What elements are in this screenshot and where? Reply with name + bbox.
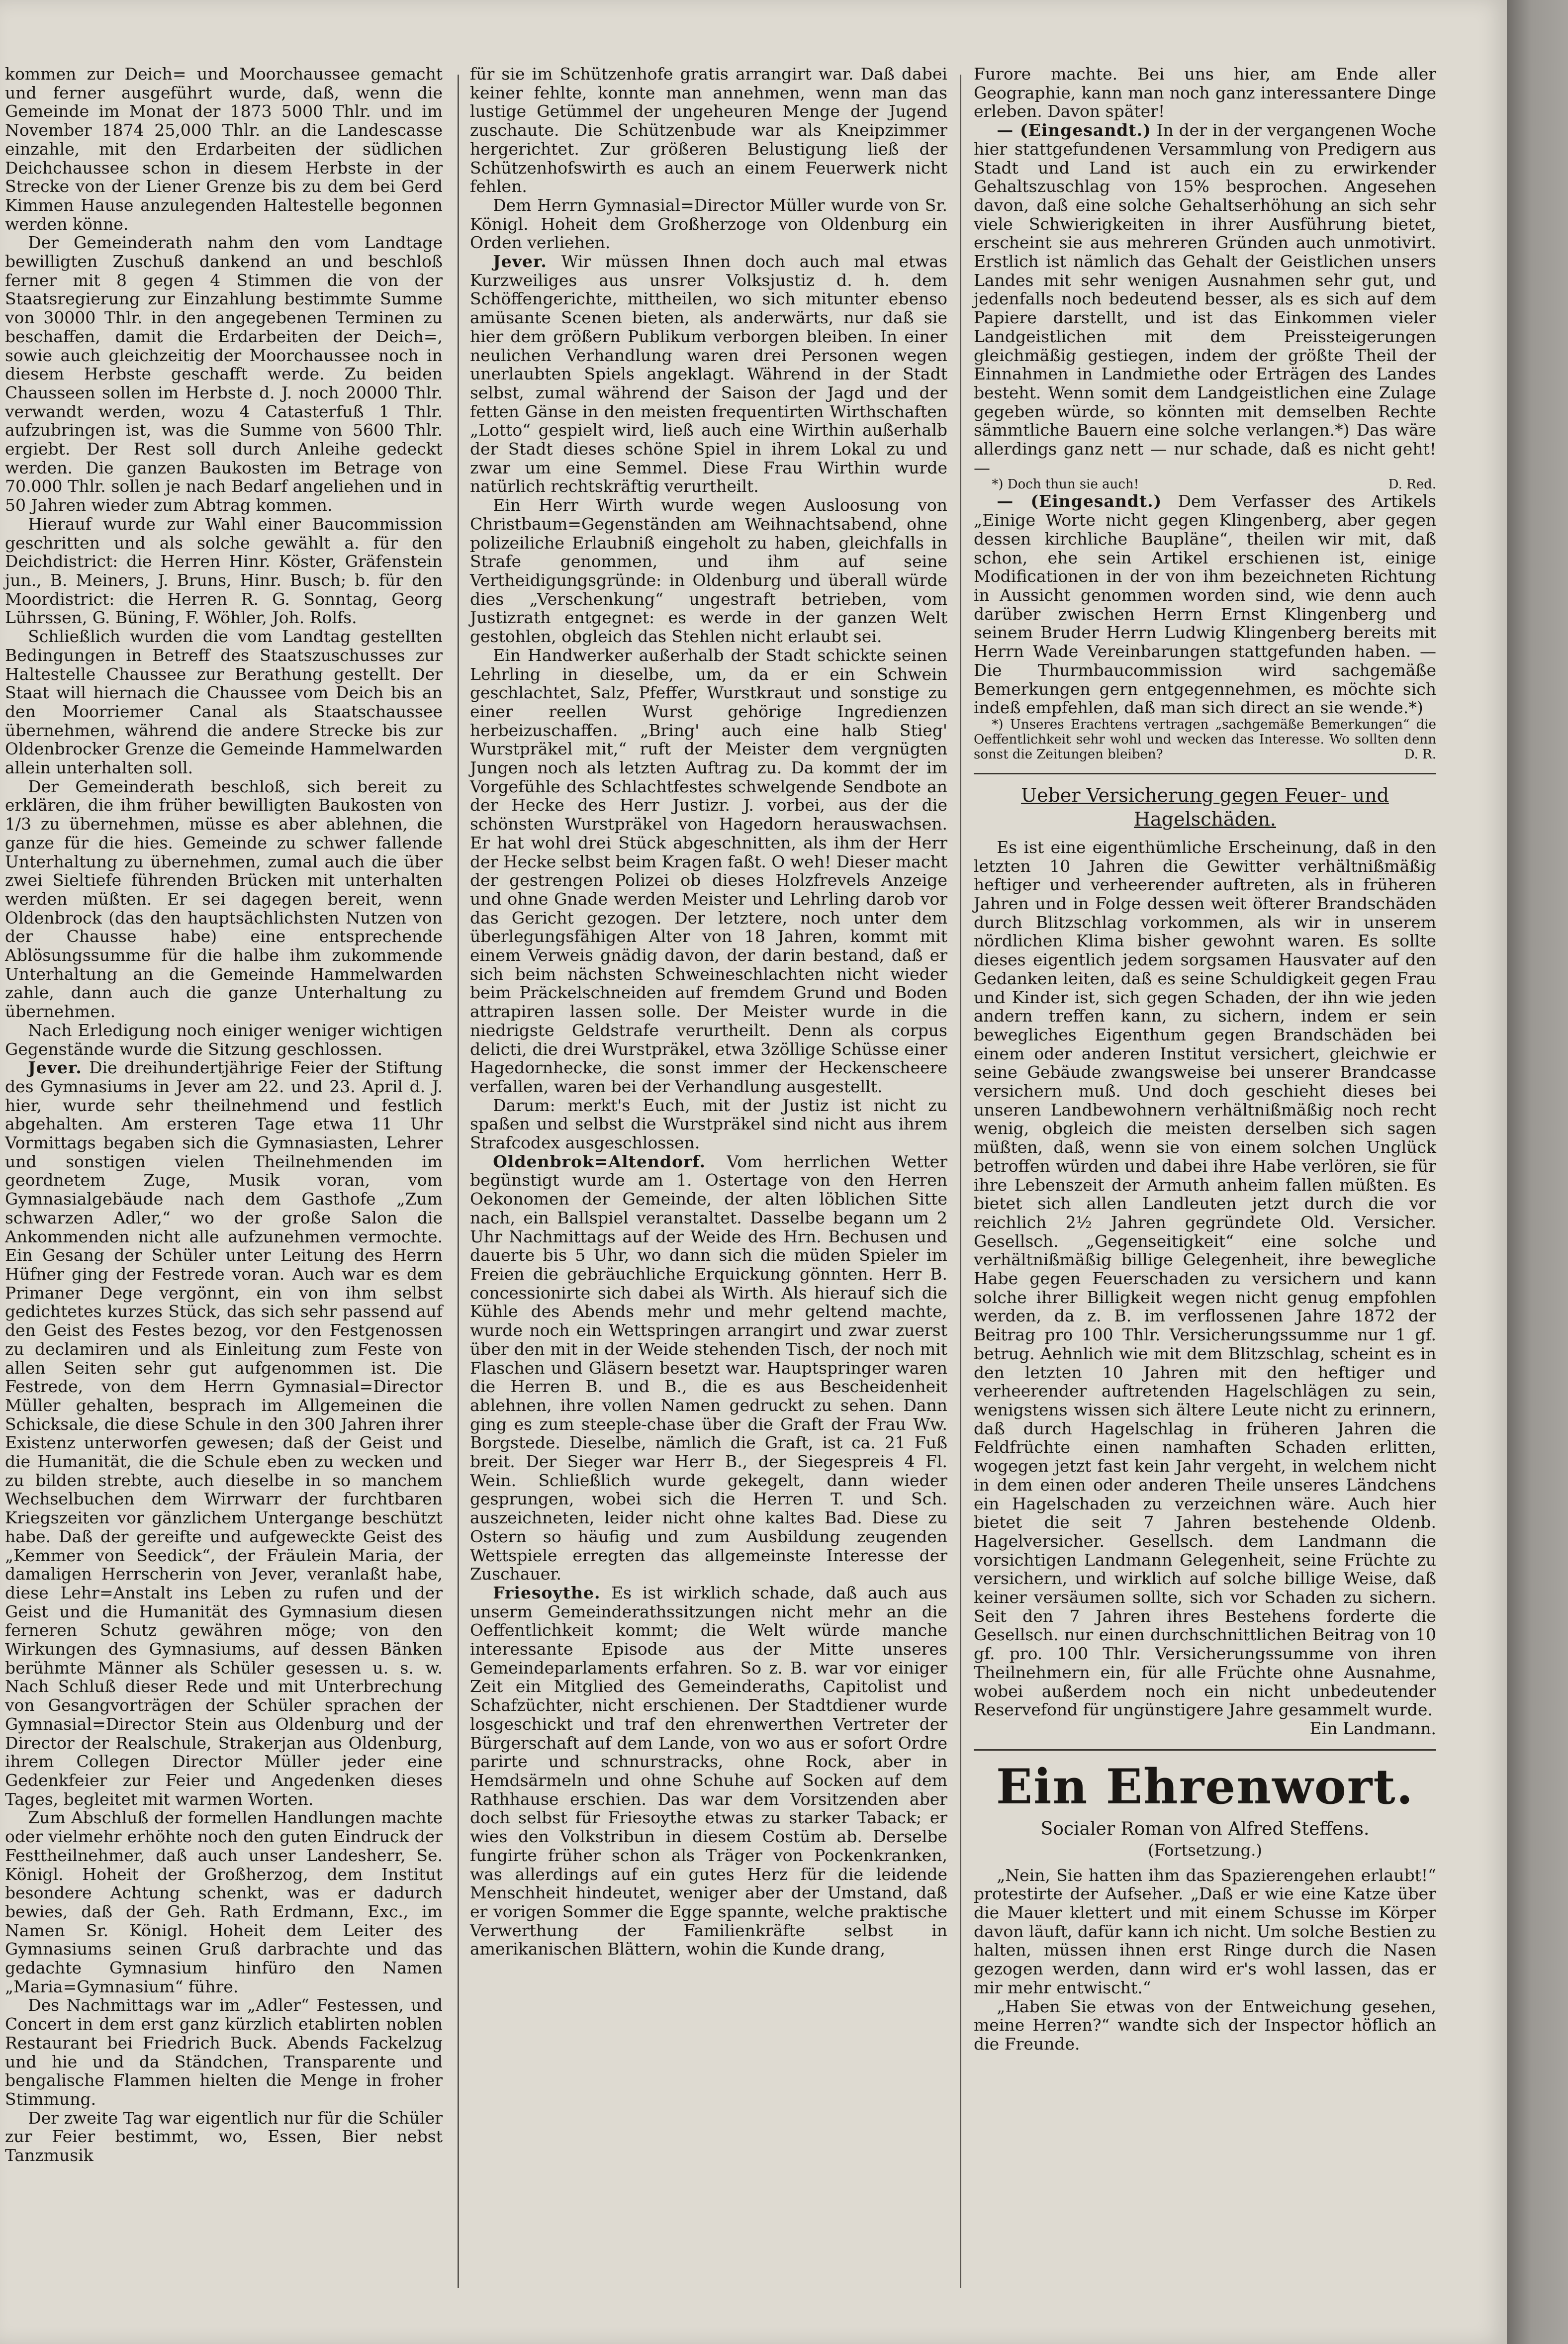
footnote-signature: D. R. (1404, 747, 1436, 762)
paragraph: für sie im Schützenhofe gratis arrangirt war. Daß dabei keiner fehlte, konnte man annehmen, wenn man das lustige Getümmel der ungeheuren Menge der Jugend zuschaute. Die Schützenbude war als Kneipzimmer hergerichtet. Zur größeren Belustigung ließ der Schützenhofswirth es auch an einem Feuerwerk nicht fehlen. (470, 64, 947, 196)
news-item-jever (470, 252, 947, 496)
paragraph: Es ist eine eigenthümliche Erscheinung, daß in den letzten 10 Jahren die Gewitter verhältnißmäßig heftiger und verheerender auftreten, als in früheren Jahren und in Folge dessen weit öfterer Brandschäden durch Blitzschlag vorkommen, als wir in unserem nördlichen Klima bisher gewohnt waren. Es sollte dieses eigentlich jedem sorgsamen Hausvater auf den Gedanken leiten, daß es seine Schuldigkeit gegen Frau und Kinder ist, sich gegen Schaden, der ihn wie jeden andern treffen kann, zu sichern, indem er sein bewegliches Eigenthum gegen Brandschäden bei einem oder anderen Institut versichert, gleichwie er seine Gebäude zwangsweise bei unserer Brandcasse versichern muß. Und doch geschieht dieses bei unseren Landbewohnern verhältnißmäßig noch recht wenig, obgleich die meisten derselben sich sagen müßten, daß, wenn sie von einem solchen Unglück betroffen würden und dabei ihre Habe verlören, sie für ihre Lebenszeit der Armuth anheim fallen müßten. Es bietet sich allen Landleuten jetzt durch die vor reichlich 2½ Jahren gegründete Old. Versicher. Gesellsch. „Gegenseitigkeit“ eine solche und verhältnißmäßig billige Gelegenheit, ihre bewegliche Habe gegen Feuerschaden zu versichern und kann solche ihrer Billigkeit wegen nicht genug empfohlen werden, da z. B. im verflossenen Jahre 1872 der Beitrag pro 100 Thlr. Versicherungssumme nur 1 gf. betrug. Aehnlich wie mit dem Blitzschlag, scheint es in den letzten 10 Jahren mit den heftiger und verheerender auftretenden Hagelschlägen zu sein, wenigstens wissen sich ältere Leute nicht zu erinnern, daß durch Hagelschlag in früheren Jahren die Feldfrüchte einen namhaften Schaden erlitten, wogegen jetzt fast kein Jahr vergeht, in welchem nicht in dem einen oder anderen Theile unseres Ländchens ein Hagelschaden zu verzeichnen wäre. Auch hier bietet die seit 7 Jahren bestehende Oldenb. Hagelversicher. Gesellsch. dem Landmann die vorsichtigen Landmann Gelegenheit, seine Früchte zu versichern, und wirklich auf solche billige Weise, daß keiner versäumen sollte, sich vor Schaden zu sichern. Seit den 7 Jahren ihres Bestehens forderte die Gesellsch. nur einen durchschnittlichen Beitrag von 10 gf. pro. 100 Thlr. Versicherungssumme von ihren Theilnehmern ein, für alle Früchte ohne Ausnahme, wobei außerdem noch ein nicht unbedeutender Reservefond für ungünstigere Jahre gesammelt wurde. (974, 837, 1436, 1720)
paragraph-text: Dem Verfasser des Artikels „Einige Worte nicht gegen Klingenberg, aber gegen dessen kirchliche Baupläne“, theilen wir mit, daß schon, ehe sein Artikel erschienen ist, einige Modificationen in der von ihm bezeichneten Richtung in Aussicht genommen worden sind, wie denn auch darüber zwischen Herrn Ernst Klingenberg und seinem Bruder Herrn Ludwig Klingenberg bereits mit Herrn Wade Vereinbarungen stattgefunden haben. — Die Thurmbaucommission wird sachgemäße Bemerkungen gern entgegennehmen, es möchte sich indeß empfehlen, daß man sich direct an sie wende.*) (974, 491, 1436, 718)
paragraph: Nach Erledigung noch einiger weniger wichtigen Gegenstände wurde die Sitzung geschlossen. (5, 1020, 443, 1059)
place-heading: Jever. (28, 1058, 82, 1078)
paragraph-text: Wir müssen Ihnen doch auch mal etwas Kurzweiliges aus unsrer Volksjustiz d. h. dem Schöffengerichte, mittheilen, wo sich mitunter ebenso amüsante Scenen bieten, als anderwärts, nur daß sie hier dem größern Publikum verborgen bleiben. In einer neulichen Verhandlung waren drei Personen wegen unerlaubten Spiels angeklagt. Während in der Stadt selbst, zumal während der Saison der Jagd und der fetten Gänse in den meisten frequentirten Wirthschaften „Lotto“ gespielt wird, ließ auch eine Wirthin außerhalb der Stadt dieses schöne Spiel in ihrem Lokal zu und zwar um eine Semmel. Diese Frau Wirthin wurde natürlich rechtskräftig verurtheilt. (470, 252, 947, 496)
column-2 (470, 65, 947, 1959)
paragraph: Darum: merkt's Euch, mit der Justiz ist nicht zu spaßen und selbst die Wurstpräkel sind nicht aus ihrem Strafcodex ausgeschlossen. (470, 1095, 947, 1153)
news-item-jever (5, 1058, 443, 1808)
paragraph-text: Die dreihundertjährige Feier der Stiftung des Gymnasiums in Jever am 22. und 23. April d. J. hier, wurde sehr theilnehmend und festlich abgehalten. Am ersteren Tage etwa 11 Uhr Vormittags begaben sich die Gymnasiasten, Lehrer und sonstigen vielen Theilnehmenden im geordnetem Zuge, Musik voran, vom Gymnasialgebäude nach dem Gasthofe „Zum schwarzen Adler,“ wo der große Salon die Ankommenden nicht alle aufzunehmen vermochte. Ein Gesang der Schüler unter Leitung des Herrn Hüfner ging der Festrede voran. Auch war es dem Primaner Dege vergönnt, ein von ihm selbst gedichtetes kurzes Stück, das sich sehr passend auf den Geist des Festes bezog, vor den Festgenossen zu declamiren und als Einleitung zum Feste von allen Seiten sehr gut aufgenommen ist. Die Festrede, von dem Herrn Gymnasial=Director Müller gehalten, besprach im Allgemeinen die Schicksale, die diese Schule in den 300 Jahren ihrer Existenz unterworfen gewesen; daß der Geist und die Humanität, die die Schule eben zu wecken und zu bilden strebte, auch dieselbe in so manchem Wechselbuchen dem Wirrwarr der furchtbaren Kriegszeiten vor gänzlichem Untergange beschützt habe. Daß der gereifte und aufgeweckte Geist des „Kemmer von Seedick“, der Fräulein Maria, der damaligen Herrscherin von Jever, veranlaßt habe, diese Lehr=Anstalt ins Leben zu rufen und der Geist und die Humanität des Gymnasium diesen ferneren Schutz gewähren möge; von den Wirkungen des Gymnasiums, auf dessen Bänken berühmte Männer als Schüler gesessen u. s. w. Nach Schluß dieser Rede und mit Unterbrechung von Gesangvorträgen der Schüler sprachen der Gymnasial=Director Stein aus Oldenburg und der Director der Realschule, Strakerjan aus Oldenburg, ihrem Collegen Director Müller jeder eine Gedenkfeier zur Feier und Angedenken dieses Tages, begleitet mit warmen Worten. (5, 1058, 443, 1809)
paragraph: Hierauf wurde zur Wahl einer Baucommission geschritten und als solche gewählt a. für den Deichdistrict: die Herren Hinr. Köster, Gräfenstein jun., B. Meiners, J. Bruns, Hinr. Busch; b. für den Moordistrict: die Herren R. G. Sonntag, Georg Lührssen, G. Büning, F. Wöhler, Joh. Rolfs. (5, 514, 443, 628)
news-item-oldenbrok (470, 1152, 947, 1584)
paragraph: Furore machte. Bei uns hier, am Ende aller Geographie, kann man noch ganz interessantere Dinge erleben. Davon später! (974, 64, 1436, 121)
section-title: Ueber Versicherung gegen Feuer- und Hagelschäden. (1021, 784, 1389, 830)
paragraph: „Nein, Sie hatten ihm das Spazierengehen erlaubt!“ protestirte der Aufseher. „Daß er wie eine Katze über die Mauer klettert und mit einem Schusse im Körper davon läuft, dafür kann ich nicht. Um solche Bestien zu halten, müssen ihnen erst Ringe durch die Nasen gezogen werden, dann wird er's wohl lassen, das er mir mehr entwischt.“ (974, 1865, 1436, 1997)
news-item-friesoythe (470, 1584, 947, 1959)
paragraph: Dem Herrn Gymnasial=Director Müller wurde von Sr. Königl. Hoheit dem Großherzoge von Oldenburg ein Orden verliehen. (470, 195, 947, 253)
footnote-signature: D. Red. (1388, 477, 1436, 492)
paragraph: Der Gemeinderath nahm den vom Landtage bewilligten Zuschuß dankend an und beschloß ferner mit 8 gegen 4 Stimmen die von der Staatsregierung zur Einzahlung bestimmte Summe von 30000 Thlr. in den angegebenen Terminen zu beschaffen, damit die Erdarbeiten der Deich=, sowie auch gleichzeitig der Moorchaussee noch in diesem Herbste geschafft werde. Zu beiden Chausseen sollen im Herbste d. J. noch 20000 Thlr. verwandt werden, wozu 4 Catasterfuß 1 Thlr. aufzubringen ist, was die Summe von 5600 Thlr. ergiebt. Der Rest soll durch Anleihe gedeckt werden. Die ganzen Baukosten im Betrage von 70.000 Thlr. sollen je nach Bedarf angeliehen und in 50 Jahren wieder zum Abtrag kommen. (5, 233, 443, 515)
place-heading: Jever. (493, 252, 547, 272)
paragraph: Ein Handwerker außerhalb der Stadt schickte seinen Lehrling in dieselbe, um, da er ein Schwein geschlachtet, Salz, Pfeffer, Wurstkraut und sonstige zu einer reellen Wurst gehörige Ingredienzen herbeizuschaffen. „Bring' auch eine halb Stieg' Wurstpräkel mit,“ ruft der Meister dem vergnügten Jungen noch als letzten Auftrag zu. Da kommt der im Vorgefühle des Schlachtfestes schwelgende Sendbote an der Hecke des Herr Justizr. J. vorbei, aus der die schönsten Wurstpräkel von Hagedorn herauswachsen. Er hat wohl drei Stück abgeschnitten, als ihm der Herr der Hecke selbst beim Kragen faßt. O weh! Dieser macht der gestrengen Polizei ob dieses Holzfrevels Anzeige und ohne Gnade werden Meister und Lehrling darob vor das Gericht gezogen. Der letztere, noch unter dem überlegungsfähigen Alter von 18 Jahren, kommt mit einem Verweis gnädig davon, der darin bestand, daß er sich beim nächsten Schweineschlachten nicht wieder beim Präckelschneiden auf fremdem Grund und Boden attrapiren lassen solle. Der Meister wurde in die niedrigste Geldstrafe verurtheilt. Denn als corpus delicti, die drei Wurstpräkel, etwa 3zöllige Schüsse einer Hagedornhecke, die sonst immer der Heckenscheere verfallen, waren bei der Verhandlung ausgestellt. (470, 645, 947, 1096)
page-edge (1507, 0, 1568, 2344)
signature: Ein Landmann. (1309, 1718, 1436, 1738)
footnote-text: *) Doch thun sie auch! (992, 477, 1139, 492)
news-item-eingesandt (974, 121, 1436, 477)
section-divider (974, 1749, 1436, 1751)
paragraph-text: Vom herrlichen Wetter begünstigt wurde am 1. Ostertage von den Herren Oekonomen der Gemeinde, der alten löblichen Sitte nach, ein Ballspiel veranstaltet. Dasselbe begann um 2 Uhr Nachmittags auf der Weide des Hrn. Bechusen und dauerte bis 5 Uhr, wo dann sich die müden Spieler im Freien die gebräuchliche Erquickung gönnten. Herr B. concessionirte sich dabei als Wirth. Als hierauf sich die Kühle des Abends mehr und mehr geltend machte, wurde noch ein Wettspringen arrangirt und zwar zuerst über den mit in der Weide stehenden Tisch, der noch mit Flaschen und Gläsern besetzt war. Hauptspringer waren die Herren B. und B., die es aus Bescheidenheit ablehnen, ihre vollen Namen gedruckt zu sehen. Dann ging es zum steeple-chase über die Graft der Frau Ww. Borgstede. Dieselbe, nämlich die Graft, ist ca. 21 Fuß breit. Der Sieger war Herr B., der Siegespreis 4 Fl. Wein. Schließlich wurde gekegelt, dann wieder gesprungen, wobei sich die Herren T. und Sch. auszeichneten, leider nicht ohne kaltes Bad. Diese zu Ostern so häufig und zum Ausbildung zeugenden Wettspiele erregten das allgemeinste Interesse der Zuschauer. (470, 1151, 947, 1584)
paragraph: Ein Herr Wirth wurde wegen Ausloosung von Christbaum=Gegenständen am Weihnachtsabend, ohne polizeiliche Erlaubniß eingeholt zu haben, gleichfalls in Strafe genommen, und ihm auf seine Vertheidigungsgründe: in Oldenburg und überall würde dies „Verschenkung“ ungestraft betrieben, vom Justizrath entgegnet: es werde in der ganzen Welt gestohlen, obgleich das Stehlen nicht erlaubt sei. (470, 495, 947, 647)
news-item-eingesandt (974, 492, 1436, 717)
paragraph: Der Gemeinderath beschloß, sich bereit zu erklären, die ihm früher bewilligten Baukosten von 1/3 zu übernehmen, müsse es aber ablehnen, die ganze für die hies. Gemeinde zu schwer fallende Unterhaltung zu übernehmen, zumal auch die über zwei Sieltiefe führenden Brücken mit unterhalten werden müßten. Er sei dagegen bereit, wenn Oldenbrock (das den hauptsächlichsten Nutzen von der Chausse habe) eine entsprechende Ablösungssumme für die halbe ihm zukommende Unterhaltung an die Gemeinde Hammelwarden zahle, dann auch die ganze Unterhaltung zu übernehmen. (5, 776, 443, 1022)
footnote-text: *) Unseres Erachtens vertragen „sachgemäße Bemerkungen“ die Oeffentlichkeit sehr wohl und wecken das Interesse. Wo sollten denn sonst die Zeitungen bleiben? (974, 717, 1436, 762)
paragraph: Der zweite Tag war eigentlich nur für die Schüler zur Feier bestimmt, wo, Essen, Bier nebst Tanzmusik (5, 2108, 443, 2165)
place-heading: Oldenbrok=Altendorf. (493, 1151, 706, 1171)
column-divider (960, 75, 961, 2288)
paragraph: Schließlich wurden die vom Landtag gestellten Bedingungen in Betreff des Staatszuschusses zur Haltestelle Chaussee zur Berathung gestellt. Der Staat will hiernach die Chaussee vom Deich bis an den Moorriemer Canal als Staatschaussee übernehmen, während die andere Strecke bis zur Oldenbrocker Grenze die Gemeinde Hammelwarden allein unterhalten soll. (5, 627, 443, 778)
section-divider (974, 773, 1436, 774)
paragraph: „Haben Sie etwas von der Entweichung gesehen, meine Herren?“ wandte sich der Inspector höflich an die Freunde. (974, 1996, 1436, 2054)
place-heading: — (Eingesandt.) (997, 491, 1162, 511)
column-divider (458, 75, 459, 2288)
paragraph-text: Es ist wirklich schade, daß auch aus unserm Gemeinderathssitzungen nicht mehr an die Oeffentlichkeit kommt; die Welt würde manche interessante Episode aus der Mitte unseres Gemeindeparlaments erfahren. So z. B. war vor einiger Zeit ein Mitglied des Gemeinderaths, Capitolist und Schafzüchter, nicht erschienen. Der Stadtdiener wurde losgeschickt und traf den ehrenwerthen Vertreter der Bürgerschaft auf dem Lande, von wo aus er sofort Ordre parirte und schnurstracks, ohne Rock, aber in Hemdsärmeln und ohne Schuhe auf Socken auf dem Rathhause erschien. Das war dem Vorsitzenden aber doch selbst für Friesoythe etwas zu starker Taback; er wies den Volkstribun in diesem Costüm ab. Derselbe fungirte früher schon als Träger von Pockenkranken, was allerdings auf ein gutes Herz für die leidende Menschheit hindeutet, weniger aber der Umstand, daß er vorigen Sommer die Egge spannte, welche praktische Verwerthung der Familienkräfte selbst in amerikanischen Blättern, wohin die Kunde drang, (470, 1583, 947, 1959)
place-heading: Friesoythe. (493, 1583, 601, 1602)
place-heading: — (Eingesandt.) (997, 120, 1151, 140)
paragraph: kommen zur Deich= und Moorchaussee gemacht und ferner ausgeführt wurde, daß, wenn die Gemeinde im Monat der 1873 5000 Thlr. und im November 1874 25,000 Thlr. an die Landescasse einzahle, mit den Erdarbeiten der südlichen Deichchaussee schon in diesem Herbste in der Strecke von der Liener Grenze bis zu dem bei Gerd Kimmen Hause anzulegenden Haltestelle begonnen werden könne. (5, 64, 443, 234)
novel-continuation-note: (Fortsetzung.) (1148, 1840, 1262, 1860)
footnote (974, 477, 1436, 492)
paragraph-text: In der in der vergangenen Woche hier stattgefundenen Versammlung von Predigern aus Stadt und Land ist auch ein zu erwirkender Gehaltszuschlag von 15% besprochen. Angesehen davon, daß eine solche Gehaltserhöhung an sich sehr viele Schwierigkeiten in ihrer Ausführung bietet, erscheint sie aus mehreren Gründen auch unmotivirt. Erstlich ist nämlich das Gehalt der Geistlichen unsers Landes mit sehr wenigen Ausnahmen sehr gut, und jedenfalls noch bedeutend besser, als es sich auf dem Papiere darstellt, und ist das Einkommen vieler Landgeistlichen mit dem Preissteigerungen gleichmäßig gestiegen, indem der größte Theil der Einnahmen in Landmiethe oder Erträgen des Landes besteht. Wenn somit dem Landgeistlichen eine Zulage gegeben würde, so könnten mit demselben Rechte sämmtliche Bauern eine solche verlangen.*) Das wäre allerdings ganz nett — nur schade, daß es nicht geht! — (974, 120, 1436, 477)
novel-title: Ein Ehrenwort. (996, 1758, 1414, 1815)
novel-subtitle: Socialer Roman von Alfred Steffens. (1040, 1818, 1370, 1839)
paragraph: Zum Abschluß der formellen Handlungen machte oder vielmehr erhöhte noch den guten Eindruck der Festtheilnehmer, daß auch unser Landesherr, Se. Königl. Hoheit der Großherzog, dem Institut besondere Achtung schenkt, was er dadurch bewies, daß der Geh. Rath Erdmann, Exc., im Namen Sr. Königl. Hoheit dem Leiter des Gymnasiums seinen Gruß darbrachte und das gedachte Gymnasium hinfüro den Namen „Maria=Gymnasium“ führe. (5, 1808, 443, 1996)
column-3 (974, 65, 1436, 2054)
footnote (974, 717, 1436, 762)
column-1 (5, 65, 443, 2165)
paragraph: Des Nachmittags war im „Adler“ Festessen, und Concert in dem erst ganz kürzlich etablirten noblen Restaurant bei Friedrich Buck. Abends Fackelzug und hie und da Ständchen, Transparente und bengalische Flammen hielten die Menge in froher Stimmung. (5, 1995, 443, 2109)
